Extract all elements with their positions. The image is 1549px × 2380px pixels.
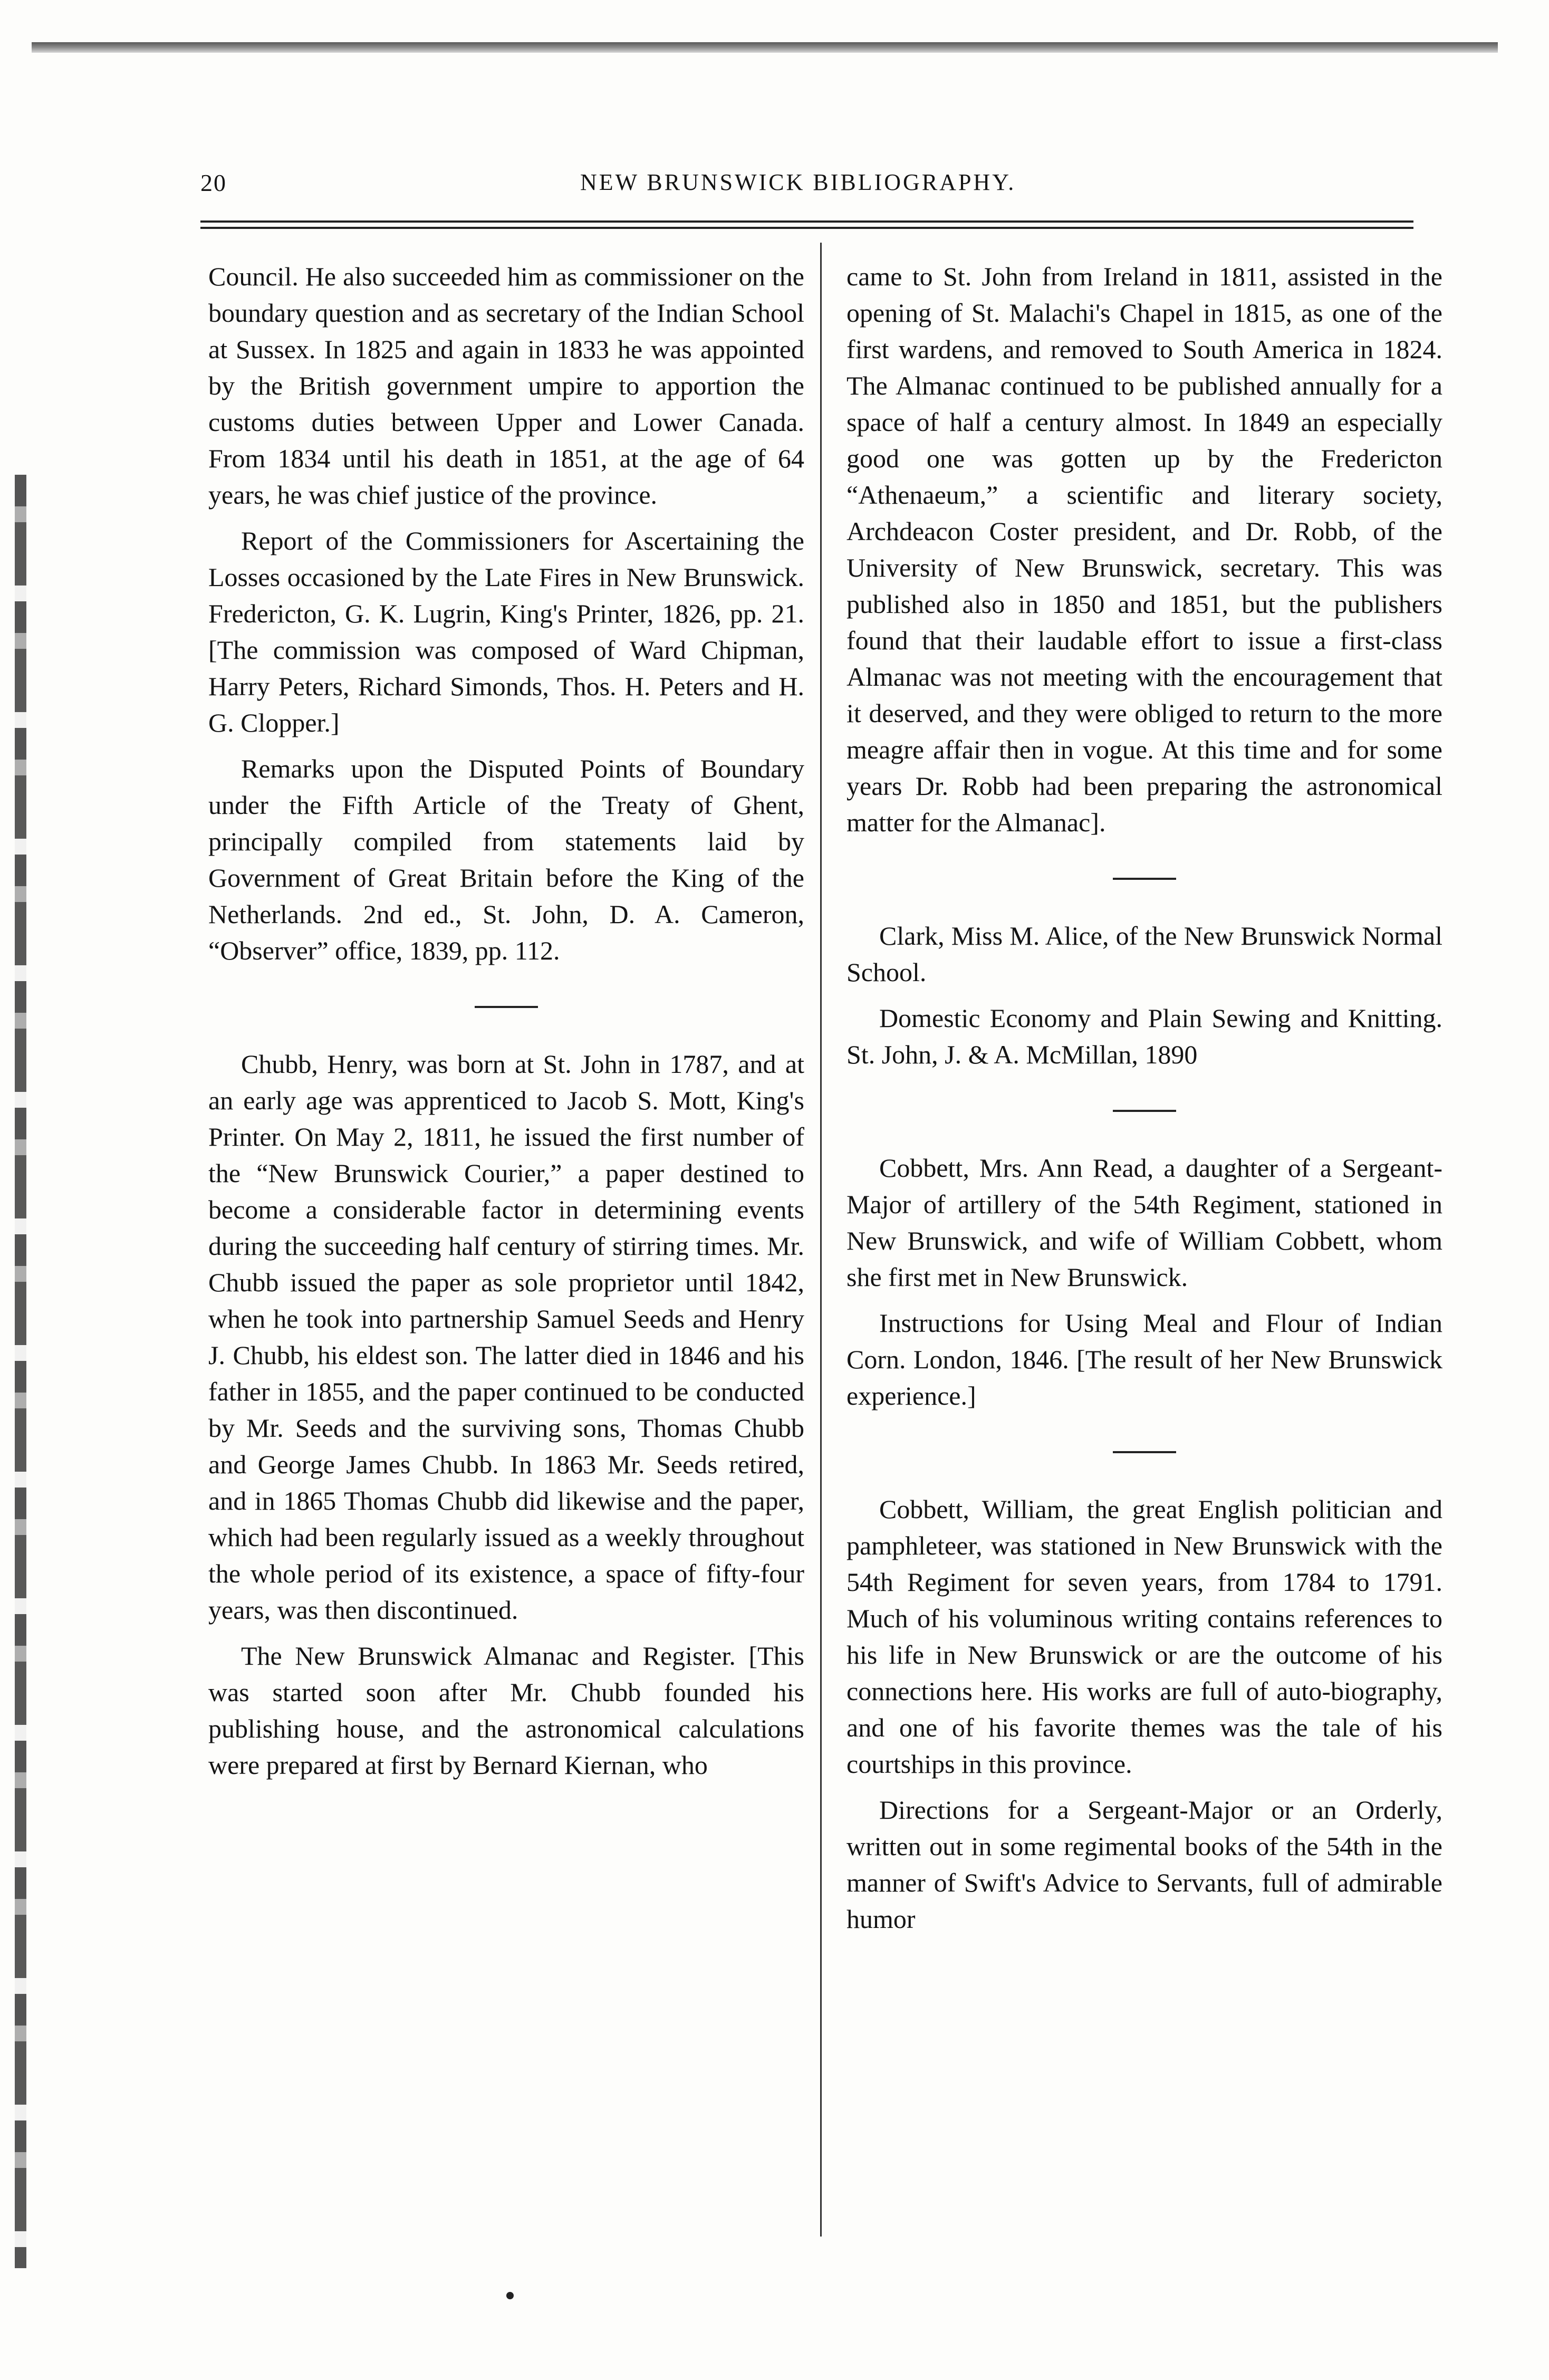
paragraph: Council. He also succeeded him as commissioner on the boundary question and as secretary of the Indian School at Sussex. In 1825 and again in 1833 he was appointed by the British government umpire to apportion the customs duties between Upper and Lower Canada. From 1834 until his death in 1851, at the age of 64 years, he was chief justice of the province. <box>208 262 804 510</box>
section-separator <box>1113 1110 1176 1112</box>
paragraph: came to St. John from Ireland in 1811, assisted in the opening of St. Malachi's Chapel in 1815, as one of the first wardens, and removed to South America in 1824. The Almanac continued to be published annually for a space of half a century almost. In 1849 an especially good one was gotten up by the Fredericton “Athenaeum,” a scientific and literary society, Archdeacon Coster president, and Dr. Robb, of the University of New Brunswick, secretary. This was published also in 1850 and 1851, but the publishers found that their laudable effort to issue a first-class Almanac was not meeting with the encouragement that it deserved, and they were obliged to return to the more meagre affair then in vogue. At this time and for some years Dr. Robb had been preparing the astronomical matter for the Almanac]. <box>846 262 1442 837</box>
paragraph: Instructions for Using Meal and Flour of Indian Corn. London, 1846. [The result of her New Brunswick experience.] <box>846 1308 1442 1410</box>
scan-edge-left <box>15 475 26 2268</box>
paragraph: Cobbett, William, the great English politician and pamphleteer, was stationed in New Brunswick with the 54th Regiment for seven years, from 1784 to 1791. Much of his voluminous writing contains references to his life in New Brunswick or are the outcome of his connections here. His works are full of auto-biography, and one of his favorite themes was the tale of his courtships in this province. <box>846 1494 1442 1779</box>
scan-edge-top <box>32 42 1498 53</box>
header-rule-upper <box>200 220 1413 223</box>
paragraph: Report of the Commissioners for Ascertaining the Losses occasioned by the Late Fires in New Brunswick. Fredericton, G. K. Lugrin, King's Printer, 1826, pp. 21. [The commission was composed of Ward Chipman, Harry Peters, Richard Simonds, Thos. H. Peters and H. G. Clopper.] <box>208 526 804 737</box>
paragraph: Chubb, Henry, was born at St. John in 1787, and at an early age was apprenticed to Jacob S. Mott, King's Printer. On May 2, 1811, he issued the first number of the “New Brunswick Courier,” a paper destined to become a considerable factor in determining events during the succeeding half century of stirring times. Mr. Chubb issued the paper as sole proprietor until 1842, when he took into partnership Samuel Seeds and Henry J. Chubb, his eldest son. The latter died in 1846 and his father in 1855, and the paper continued to be conducted by Mr. Seeds and the surviving sons, Thomas Chubb and George James Chubb. In 1863 Mr. Seeds retired, and in 1865 Thomas Chubb did likewise and the paper, which had been regularly issued as a weekly throughout the whole period of its existence, a space of fifty-four years, was then discontinued. <box>208 1049 804 1625</box>
section-separator <box>1113 878 1176 880</box>
header-rule-lower <box>200 227 1413 229</box>
page-header <box>200 169 1413 200</box>
page-number: 20 <box>200 169 227 196</box>
paragraph: Directions for a Sergeant-Major or an Orderly, written out in some regimental books of the 54th in the manner of Swift's Advice to Servants, full of admirable humor <box>846 1795 1442 1934</box>
section-separator <box>1113 1451 1176 1453</box>
paragraph: Remarks upon the Disputed Points of Boundary under the Fifth Article of the Treaty of Ghent, principally compiled from statements laid by Government of Great Britain before the King of the Netherlands. 2nd ed., St. John, D. A. Cameron, “Observer” office, 1839, pp. 112. <box>208 754 804 965</box>
left-column <box>208 258 804 1793</box>
section-separator <box>475 1006 538 1008</box>
paragraph: Cobbett, Mrs. Ann Read, a daughter of a Sergeant-Major of artillery of the 54th Regiment, stationed in New Brunswick, and wife of William Cobbett, whom she first met in New Brunswick. <box>846 1153 1442 1292</box>
ink-dot <box>506 2292 514 2299</box>
right-column <box>846 258 1442 1947</box>
running-title: NEW BRUNSWICK BIBLIOGRAPHY. <box>580 169 1016 195</box>
paragraph: The New Brunswick Almanac and Register. [This was started soon after Mr. Chubb founded his publishing house, and the astronomical calculations were prepared at first by Bernard Kiernan, who <box>208 1641 804 1780</box>
paragraph: Domestic Economy and Plain Sewing and Knitting. St. John, J. & A. McMillan, 1890 <box>846 1003 1442 1069</box>
paragraph: Clark, Miss M. Alice, of the New Brunswick Normal School. <box>846 921 1442 987</box>
column-divider <box>820 243 822 2237</box>
